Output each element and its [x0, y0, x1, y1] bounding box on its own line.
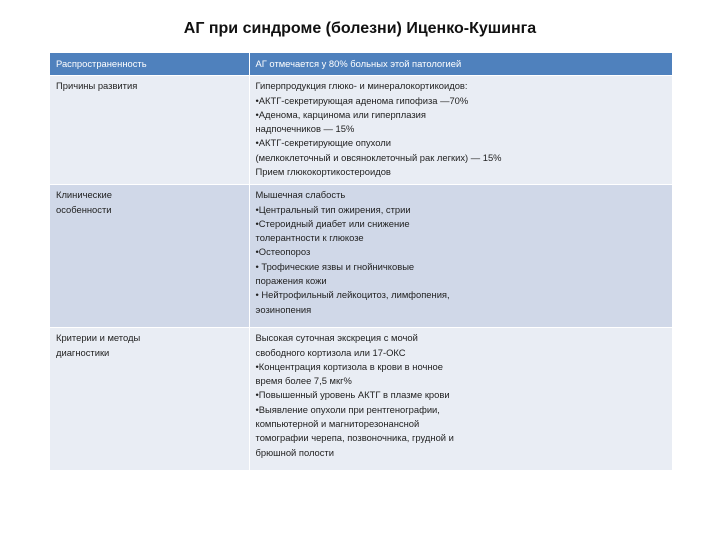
content-line: •Концентрация кортизола в крови в ночное [255, 360, 443, 372]
row-content-cell [249, 185, 672, 328]
content-line: Прием глюкокортикостероидов [255, 166, 391, 178]
row-label-line: Клинические [56, 189, 112, 201]
header-cell-prevalence-label: Распространенность [50, 53, 249, 76]
slide-title: АГ при синдроме (болезни) Иценко-Кушинга [183, 20, 537, 37]
row-label-line: Причины развития [56, 80, 138, 92]
content-line: время более 7,5 мкг% [255, 375, 352, 387]
content-line: •Стероидный диабет или снижение [255, 217, 410, 229]
content-line: поражения кожи [255, 275, 327, 287]
row-label-line: особенности [56, 203, 112, 215]
info-table [50, 53, 673, 471]
content-line: •Центральный тип ожирения, стрии [255, 203, 411, 215]
table-header-row [50, 53, 672, 76]
content-line: •Аденома, карцинома или гиперплазия [255, 108, 426, 120]
content-line: томографии черепа, позвоночника, грудной и [255, 432, 454, 444]
content-line: (мелкоклеточный и овсяноклеточный рак легких) — 15% [255, 151, 502, 163]
content-line: • Нейтрофильный лейкоцитоз, лимфопения, [255, 289, 450, 301]
table-row-diagnostics [50, 328, 672, 471]
table-row-clinical-features [50, 185, 672, 328]
content-line: свободного кортизола или 17-ОКС [255, 346, 406, 358]
row-content-cell [249, 76, 672, 185]
content-line: брюшной полости [255, 446, 334, 458]
content-line: •АКТГ-секретирующие опухоли [255, 137, 391, 149]
content-line: Гиперпродукция глюко- и минералокортикоидов: [255, 80, 468, 92]
content-line: •АКТГ-секретирующая аденома гипофиза —70% [255, 94, 469, 106]
content-line: компьютерной и магниторезонансной [255, 418, 420, 430]
content-line: •Выявление опухоли при рентгенографии, [255, 403, 440, 415]
table-row-causes [50, 76, 672, 185]
content-line: Мышечная слабость [255, 189, 346, 201]
content-line: эозинопения [255, 303, 312, 315]
content-line: надпочечников — 15% [255, 123, 355, 135]
content-line: • Трофические язвы и гнойничковые [255, 260, 415, 272]
row-label-line: Критерии и методы [56, 332, 141, 344]
header-cell-prevalence-value: АГ отмечается у 80% больных этой патологией [249, 53, 672, 76]
row-label-cell [50, 185, 249, 328]
row-label-cell [50, 76, 249, 185]
content-line: толерантности к глюкозе [255, 232, 364, 244]
content-line: •Остеопороз [255, 246, 311, 258]
row-label-line: диагностики [56, 346, 110, 358]
row-label-cell [50, 328, 249, 471]
content-line: Высокая суточная экскреция с мочой [255, 332, 418, 344]
content-line: •Повышенный уровень АКТГ в плазме крови [255, 389, 450, 401]
row-content-cell [249, 328, 672, 471]
